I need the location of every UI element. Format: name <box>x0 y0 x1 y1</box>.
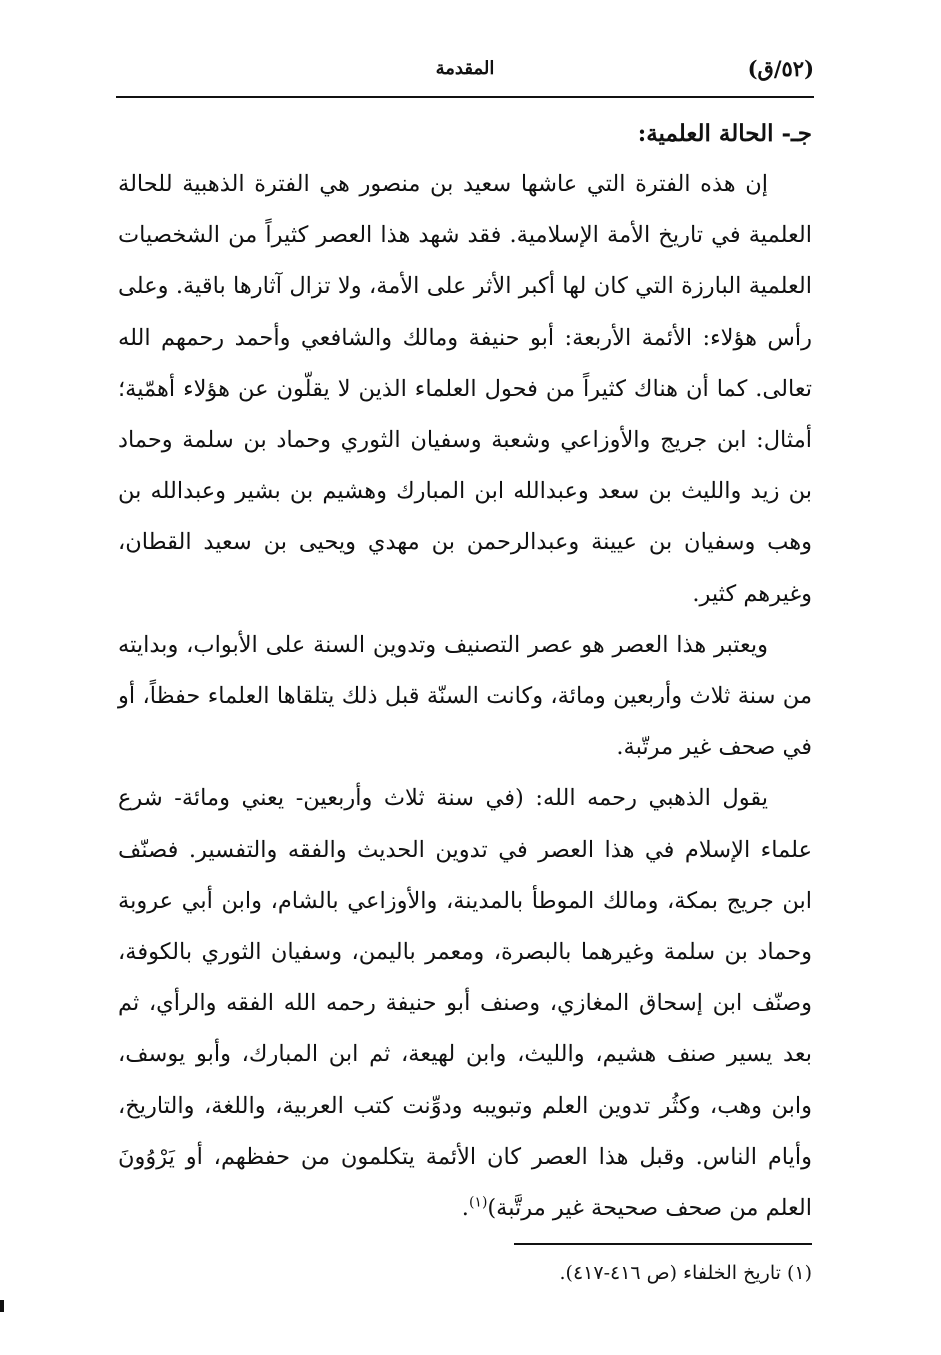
section-heading: جـ- الحالة العلمية: <box>637 120 812 147</box>
footnote-marker: (١) <box>468 1194 488 1211</box>
footnote-rule <box>514 1243 812 1245</box>
body-text <box>118 108 812 1234</box>
paragraph-1: إن هذه الفترة التي عاشها سعيد بن منصور هي الفترة الذهبية للحالة العلمية في تاريخ الأمة الإسلامية. فقد شهد هذا العصر كثيراً من الشخصيات العلمية البارزة التي كان لها أكبر الأثر على الأمة، ولا تزال آثارها باقية. وعلى رأس هؤلاء: الأئمة الأربعة: أبو حنيفة ومالك والشافعي وأحمد رحمهم الله تعالى. كما أن هناك كثيراً من فحول العلماء الذين لا يقلّون عن هؤلاء أهمّية؛ أمثال: ابن جريج والأوزاعي وشعبة وسفيان الثوري وحماد بن سلمة وحماد بن زيد والليث بن سعد وعبدالله ابن المبارك وهشيم بن بشير وعبدالله بن وهب وسفيان بن عيينة وعبدالرحمن بن مهدي ويحيى بن سعيد القطان، وغيرهم كثير. <box>118 171 812 607</box>
scan-edge-mark <box>0 1300 4 1312</box>
running-header <box>116 56 814 94</box>
paragraph-3-text: يقول الذهبي رحمه الله: (في سنة ثلاث وأربعين- يعني ومائة- شرع علماء الإسلام في هذا العصر في تدوين الحديث والفقه والتفسير. فصنّف ابن جريج بمكة، ومالك الموطأ بالمدينة، والأوزاعي بالشام، وابن أبي عروبة وحماد بن سلمة وغيرهما بالبصرة، ومعمر باليمن، وسفيان الثوري بالكوفة، وصنّف ابن إسحاق المغازي، وصنف أبو حنيفة رحمه الله الفقه والرأي، ثم بعد يسير صنف هشيم، والليث، وابن لهيعة، ثم ابن المبارك، وأبو يوسف، وابن وهب، وكثُر تدوين العلم وتبويبه ودوِّنت كتب العربية، واللغة، والتاريخ، وأيام الناس. وقبل هذا العصر كان الأئمة يتكلمون من حفظهم، أو يَرْوُونَ العلم من صحف صحيحة غير مرتَّبة) <box>118 785 812 1222</box>
running-title: المقدمة <box>435 58 495 79</box>
paragraph-2: ويعتبر هذا العصر هو عصر التصنيف وتدوين السنة على الأبواب، وبدايته من سنة ثلاث وأربعين ومائة، وكانت السنّة قبل ذلك يتلقاها العلماء حفظاً، أو في صحف غير مرتّبة. <box>118 631 812 761</box>
footnote: (١) تاريخ الخلفاء (ص ٤١٦-٤١٧). <box>559 1262 812 1284</box>
paragraph-3-end: . <box>461 1195 469 1222</box>
header-rule <box>116 96 814 98</box>
page-reference: (٥٢/ق) <box>747 56 814 81</box>
paragraph-3 <box>118 773 812 1234</box>
